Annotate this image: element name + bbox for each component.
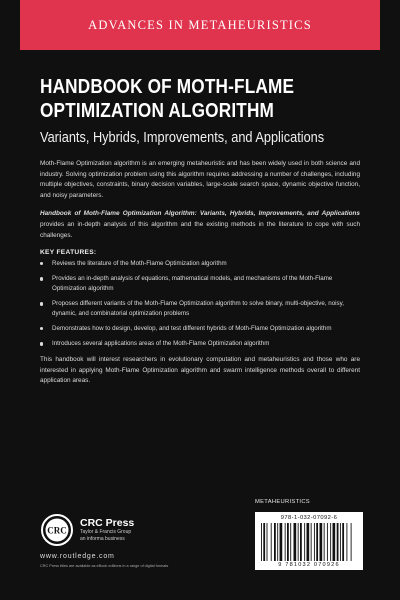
barcode-bar [340, 523, 341, 561]
crc-logo-text: CRC [47, 525, 67, 536]
paragraph-2-text: provides an in-depth analysis of this algorithm and the existing methods in the literature to cope with such challenges. [40, 220, 360, 239]
barcode-bar [287, 523, 289, 561]
barcode-bar [316, 523, 318, 561]
barcode-bar [342, 523, 344, 561]
barcode-bar [307, 523, 310, 561]
barcode-bar [280, 523, 283, 561]
barcode-bar [346, 523, 347, 561]
barcode-bar [300, 523, 302, 561]
subject-category: METAHEURISTICS [255, 499, 310, 505]
back-cover-content [40, 75, 360, 387]
crc-press-logo [40, 513, 74, 547]
ebook-note: CRC Press titles are available as eBook editions in a range of digital formats [40, 564, 169, 568]
book-title-line-1: HANDBOOK OF MOTH-FLAME [40, 76, 295, 98]
publisher-group: Taylor & Francis Group [80, 529, 132, 536]
barcode-bar [324, 523, 325, 561]
barcode-bar [267, 523, 268, 561]
publisher-url: www.routledge.com [40, 553, 115, 560]
barcode-bar [285, 523, 286, 561]
barcode-bar [333, 523, 336, 561]
key-feature-item: Provides an in-depth analysis of equations, mathematical models, and mechanisms of the Moth-Flame Optimization algorithm [40, 274, 360, 293]
key-features-list [40, 259, 360, 349]
barcode-bar [277, 523, 278, 561]
series-title: ADVANCES IN METAHEURISTICS [88, 17, 312, 32]
barcode [261, 523, 357, 561]
key-features-heading: KEY FEATURES: [40, 249, 97, 257]
barcode-bar [327, 523, 328, 561]
barcode-bar [314, 523, 315, 561]
book-title [40, 75, 360, 123]
description-paragraph-1: Moth-Flame Optimization algorithm is an emerging metaheuristic and has been widely used in both science and industry. Solving optimization problem using this algorithm requires addressing a number of challenges, including multiple objectives, constraints, binary decision variables, large-scale search space, dynamic objective function, and noisy parameters. [40, 160, 360, 199]
isbn-barcode-digits: 9 781032 070926 [278, 562, 340, 568]
publisher-block [40, 513, 240, 568]
series-banner [20, 0, 380, 50]
barcode-bar [351, 523, 352, 561]
description-paragraph-2 [40, 209, 360, 241]
publisher-name: CRC Press [80, 517, 135, 530]
key-feature-item: Demonstrates how to design, develop, and test different hybrids of Moth-Flame Optimization algorithm [40, 324, 360, 334]
book-title-line-2: OPTIMIZATION ALGORITHM [40, 100, 275, 122]
book-subtitle: Variants, Hybrids, Improvements, and Applications [40, 130, 325, 146]
isbn-number: 978-1-032-07092-6 [280, 515, 338, 521]
barcode-bar [320, 523, 323, 561]
description-paragraph-3: This handbook will interest researchers in evolutionary computation and metaheuristics and those who are interested in applying Moth-Flame Optimization algorithm and swarm intelligence methods overall to different application areas. [40, 356, 360, 385]
barcode-bar [263, 523, 265, 561]
publisher-group-business: an informa business [80, 535, 125, 542]
key-feature-item: Reviews the literature of the Moth-Flame Optimization algorithm [40, 259, 360, 269]
isbn-barcode-box [255, 512, 363, 570]
barcode-bar [294, 523, 297, 561]
key-feature-item: Introduces several applications areas of the Moth-Flame Optimization algorithm [40, 339, 360, 349]
barcode-bar [290, 523, 291, 561]
barcode-bar [304, 523, 305, 561]
barcode-bar [274, 523, 276, 561]
barcode-bar [330, 523, 331, 561]
barcode-bar [311, 523, 312, 561]
paragraph-2-emphasis: Handbook of Moth-Flame Optimization Algorithm: Variants, Hybrids, Improvements, and Applications [40, 210, 360, 218]
barcode-bar [337, 523, 339, 561]
barcode-bar [261, 523, 262, 561]
barcode-bar [271, 523, 272, 561]
barcode-bar [298, 523, 299, 561]
key-feature-item: Proposes different variants of the Moth-Flame Optimization algorithm to solve binary, multi-objective, noisy, dynamic, and combinatorial optimization problems [40, 299, 360, 318]
